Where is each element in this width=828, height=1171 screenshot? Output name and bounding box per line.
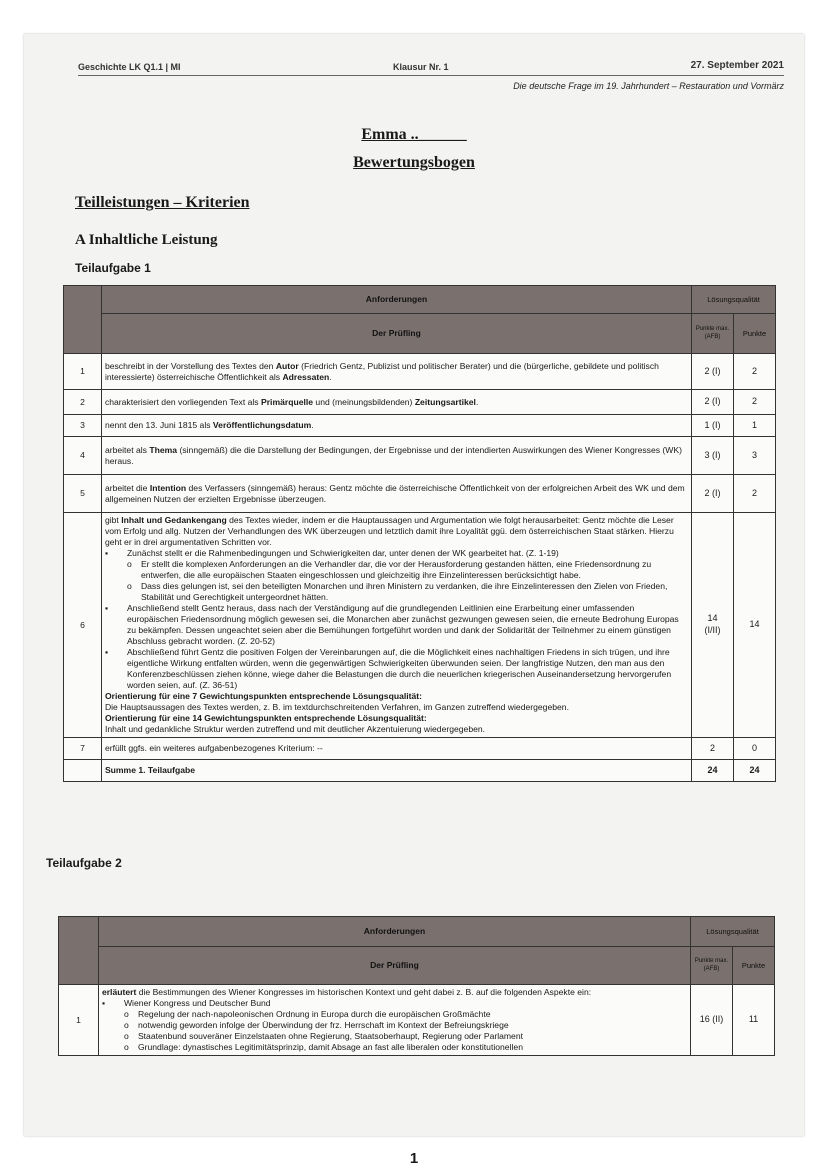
header-corner [59,917,99,985]
max-points: 1 (I) [692,415,734,437]
table-row [64,415,776,437]
row-number: 7 [64,738,102,760]
circle-bullet-icon: o [126,559,132,569]
bullet-icon: ▪ [104,603,108,613]
col-max-points: Punkte max. (AFB) [692,314,734,354]
criterion-text: gibt Inhalt und Gedankengang des Textes wieder, indem er die Hauptaussagen und Argumentation wie folgt herausarbeitet: Gentz möchte die Leser vom Erfolg und allg. Nutzen der Verhandlungen des WK überzeugen und letztlich damit ihre Loyalität ggü. dem österreichischen Staat stärken. Hierzu geht er in drei argumentativen Schritten vor. ▪ Zunächst stellt er die Rahmenbedingungen und Schwierigkeiten dar, unter denen der WK gearbeitet hat. (Z. 1-19) o Er stellt die komplexen Anforderungen an die Verhandler dar, die vor der Herausforderung gestanden hätten, eine Friedensordnung zu entwerfen, die alle europäischen Staaten eingeschlossen und gleichzeitig ihre Einzelinteressen berücksichtigt habe. o Dass dies gelungen ist, sei den beteiligten Monarchen und ihren Ministern zu verdanken, die ihre Einzelinteressen den Zielen von Frieden, Stabilität und Gerechtigkeit untergeordnet hätten. ▪ Anschließend stellt Gentz heraus, dass nach der Verständigung auf die grundlegenden Leitlinien eine Erarbeitung einer umfassenden europäischen Friedensordnung möglich gewesen sei, die Monarchen aber zunächst gezwungen gewesen seien, die erneute Bedrohung Europas zu bekämpfen. Dessen ungeachtet seien aber die Bemühungen fortgeführt worden und dank der Solidarität der Teilnehmer zu einem günstigen Abschluss gebracht worden. (Z. 20-52) ▪ Abschließend führt Gentz die positiven Folgen der Vereinbarungen auf, die die Möglichkeit eines nachhaltigen Friedens in sich trügen, und ihre eigentliche Wirkung entfalten würden, wenn die gegenwärtigen Schwierigkeiten überwunden seien. Der langfristige Nutzen, den man aus den Konferenzbeschlüssen ziehen könne, wiege daher die Belastungen die durch die neuerlichen kriegerischen Auseinandersetzung hervorgerufen worden seien, auf. (Z. 36-51) Orientierung für eine 7 Gewichtungspunkten entsprechende Lösungsqualität: Die Hauptsaussagen des Textes werden, z. B. im textdurchschreitenden Verfahren, im Ganzen zutreffend wiedergegeben. Orientierung für eine 14 Gewichtungspunkten entsprechende Lösungsqualität: Inhalt und gedankliche Struktur werden zutreffend und mit deutlicher Akzentuierung wiedergegeben. [101,513,691,738]
criterion-text: erfüllt ggfs. ein weiteres aufgabenbezogenes Kriterium: -- [101,738,691,760]
col-quality: Lösungsqualität [692,286,776,314]
col-examinee: Der Prüfling [101,314,691,354]
page-number: 1 [409,1150,419,1167]
table-row [64,354,776,390]
sum-max: 24 [692,760,734,782]
table-row [59,985,775,1056]
page-title: Bewertungsbogen [353,154,475,171]
bullet-icon: ▪ [104,647,108,657]
circle-bullet-icon: o [123,1020,129,1030]
header-divider [78,75,784,76]
sum-label: Summe 1. Teilaufgabe [101,760,691,782]
table-row [64,513,776,738]
table-row [64,738,776,760]
exam-topic: Die deutsche Frage im 19. Jahrhundert – Restauration und Vormärz [513,81,784,91]
achieved-points: 11 [733,985,775,1056]
table-row [64,475,776,513]
circle-bullet-icon: o [123,1009,129,1019]
row-number: 2 [64,390,102,415]
sum-row [64,760,776,782]
max-points: 14 (I/II) [692,513,734,738]
table-row [64,390,776,415]
achieved-points: 0 [734,738,776,760]
criterion-text: charakterisiert den vorliegenden Text als Primärquelle und (meinungsbildenden) Zeitungsartikel. [101,390,691,415]
exam-date: 27. September 2021 [690,60,784,71]
achieved-points: 2 [734,354,776,390]
col-quality: Lösungsqualität [691,917,775,947]
row-number: 1 [59,985,99,1056]
max-points: 16 (II) [691,985,733,1056]
circle-bullet-icon: o [123,1031,129,1041]
criteria-heading: Teilleistungen – Kriterien [75,194,250,211]
max-points: 2 [692,738,734,760]
section-heading: A Inhaltliche Leistung [75,232,218,248]
row-number: 3 [64,415,102,437]
task1-heading: Teilaufgabe 1 [75,261,151,275]
sum-points: 24 [734,760,776,782]
table-row [64,437,776,475]
max-points: 2 (I) [692,390,734,415]
criterion-text: arbeitet die Intention des Verfassers (sinngemäß) heraus: Gentz möchte die österreichische Öffentlichkeit von der erfolgreichen Arbeit des WK und dem allgemeinen Nutzen der erzielten Ergebnisse überzeugen. [101,475,691,513]
criterion-text: beschreibt in der Vorstellung des Textes den Autor (Friedrich Gentz, Publizist und politischer Berater) und die (bürgerliche, gebildete und politisch interessierte) österreichische Öffentlichkeit als Adressaten. [101,354,691,390]
achieved-points: 3 [734,437,776,475]
col-requirements: Anforderungen [101,286,691,314]
achieved-points: 2 [734,390,776,415]
bullet-icon: ▪ [101,998,105,1008]
col-points: Punkte [734,314,776,354]
sum-empty-cell [64,760,102,782]
exam-label: Klausur Nr. 1 [393,62,449,72]
criterion-text: erläutert die Bestimmungen des Wiener Kongresses im historischen Kontext und geht dabei z. B. auf die folgenden Aspekte ein: ▪ Wiener Kongress und Deutscher Bund o Regelung der nach-napoleonischen Ordnung in Europa durch die europäischen Großmächte o notwendig geworden infolge der Überwindung der frz. Herrschaft im Kontext der Befreiungskriege o Staatenbund souveräner Einzelstaaten ohne Regierung, Staatsoberhaupt, Regierung oder Parlament o Grundlage: dynastisches Legitimitätsprinzip, damit Absage an fast alle liberalen oder konstitutionellen [98,985,690,1056]
criterion-text: nennt den 13. Juni 1815 als Veröffentlichungsdatum. [101,415,691,437]
max-points: 2 (I) [692,475,734,513]
header-corner [64,286,102,354]
col-requirements: Anforderungen [98,917,690,947]
bullet-icon: ▪ [104,548,108,558]
student-name: Emma ..______ [361,126,467,143]
task2-table [58,916,775,1056]
criterion-text: arbeitet als Thema (sinngemäß) die die Darstellung der Bedingungen, der Ergebnisse und der intendierten Auswirkungen des Wiener Kongresses (WK) heraus. [101,437,691,475]
achieved-points: 1 [734,415,776,437]
task2-heading: Teilaufgabe 2 [46,856,122,870]
col-examinee: Der Prüfling [98,947,690,985]
row-number: 4 [64,437,102,475]
achieved-points: 14 [734,513,776,738]
task1-table [63,285,776,782]
row-number: 6 [64,513,102,738]
achieved-points: 2 [734,475,776,513]
col-max-points: Punkte max. (AFB) [691,947,733,985]
col-points: Punkte [733,947,775,985]
max-points: 3 (I) [692,437,734,475]
row-number: 1 [64,354,102,390]
circle-bullet-icon: o [123,1042,129,1052]
circle-bullet-icon: o [126,581,132,591]
course-label: Geschichte LK Q1.1 | MI [78,62,181,72]
max-points: 2 (I) [692,354,734,390]
row-number: 5 [64,475,102,513]
